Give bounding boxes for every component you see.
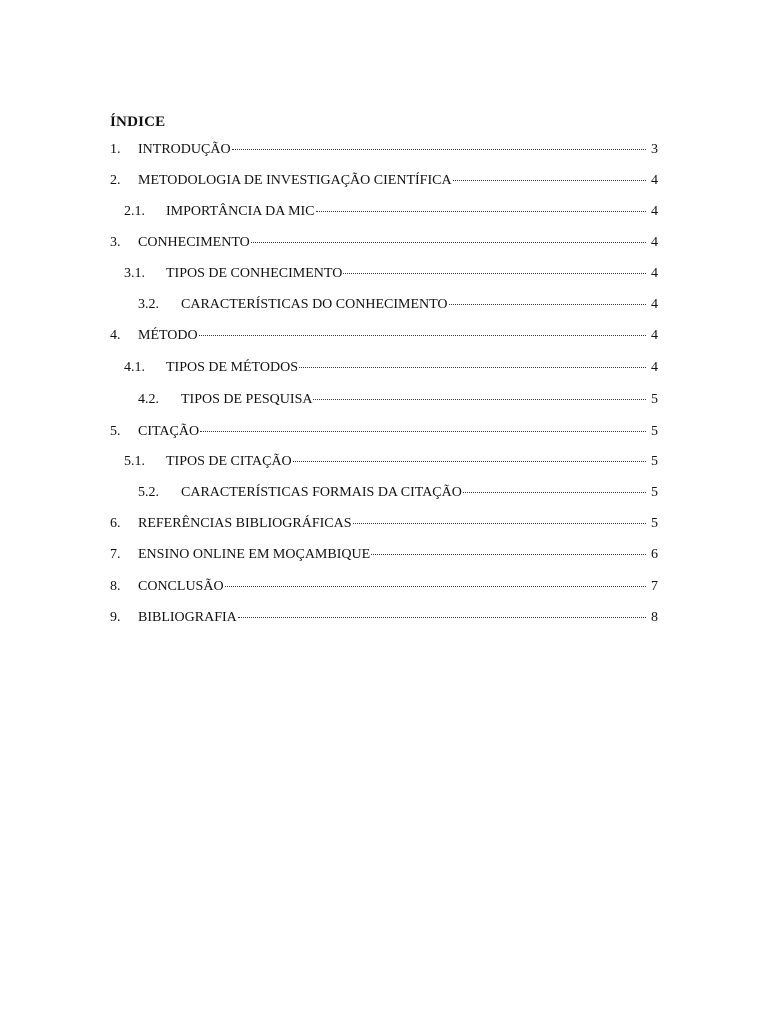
toc-entry-label: INTRODUÇÃO — [138, 142, 231, 157]
toc-entry-page: 5 — [651, 392, 658, 407]
toc-entry-label: TIPOS DE CITAÇÃO — [166, 454, 292, 469]
toc-entry-label: CARACTERÍSTICAS FORMAIS DA CITAÇÃO — [181, 485, 462, 500]
toc-entry — [124, 451, 658, 471]
toc-dot-leader — [293, 451, 646, 465]
toc-entry-label: TIPOS DE CONHECIMENTO — [166, 266, 343, 281]
toc-entry-page: 5 — [651, 424, 658, 439]
toc-entry-page: 5 — [651, 485, 658, 500]
toc-entry-number: 3. — [110, 235, 121, 250]
toc-entry-label: CONHECIMENTO — [138, 235, 250, 250]
toc-entry-label: BIBLIOGRAFIA — [138, 610, 237, 625]
toc-entry-number: 5.2. — [138, 485, 159, 500]
toc-entry-page: 4 — [651, 328, 658, 343]
toc-entry-page: 4 — [651, 360, 658, 375]
toc-dot-leader — [225, 576, 646, 590]
toc-entry-number: 5. — [110, 424, 121, 439]
toc-entry — [110, 421, 658, 441]
toc-entry-number: 2. — [110, 173, 121, 188]
toc-entry — [110, 325, 658, 345]
toc-dot-leader — [463, 482, 646, 496]
toc-entry-label: TIPOS DE MÉTODOS — [166, 360, 298, 375]
toc-dot-leader — [232, 139, 646, 153]
toc-entry-number: 3.1. — [124, 266, 145, 281]
toc-dot-leader — [199, 325, 646, 339]
toc-entry-page: 3 — [651, 142, 658, 157]
toc-dot-leader — [353, 513, 646, 527]
toc-entry-number: 4.2. — [138, 392, 159, 407]
toc-entry — [110, 139, 658, 159]
toc-entry-number: 4. — [110, 328, 121, 343]
toc-entry — [110, 607, 658, 627]
toc-entry — [138, 482, 658, 502]
toc-entry-page: 5 — [651, 454, 658, 469]
toc-entry-page: 4 — [651, 266, 658, 281]
toc-entry — [138, 294, 658, 314]
toc-entry-number: 6. — [110, 516, 121, 531]
toc-entry-label: MÉTODO — [138, 328, 198, 343]
toc-entry — [138, 389, 658, 409]
toc-dot-leader — [251, 232, 646, 246]
toc-dot-leader — [299, 357, 646, 371]
toc-dot-leader — [238, 607, 646, 621]
toc-entry-number: 9. — [110, 610, 121, 625]
toc-entry-number: 2.1. — [124, 204, 145, 219]
toc-entry — [110, 576, 658, 596]
toc-dot-leader — [453, 170, 646, 184]
toc-entry-page: 6 — [651, 547, 658, 562]
toc-entry-label: TIPOS DE PESQUISA — [181, 392, 313, 407]
toc-entry — [124, 263, 658, 283]
toc-dot-leader — [200, 421, 646, 435]
toc-entry-page: 4 — [651, 204, 658, 219]
toc-entry-page: 4 — [651, 297, 658, 312]
toc-entry-page: 7 — [651, 579, 658, 594]
toc-entry-page: 4 — [651, 235, 658, 250]
toc-dot-leader — [313, 389, 646, 403]
toc-entry-page: 4 — [651, 173, 658, 188]
toc-entry-page: 5 — [651, 516, 658, 531]
toc-entry-label: CITAÇÃO — [138, 424, 200, 439]
toc-entry — [110, 232, 658, 252]
toc-entry-label: IMPORTÂNCIA DA MIC — [166, 204, 315, 219]
toc-dot-leader — [449, 294, 646, 308]
toc-entry — [110, 170, 658, 190]
toc-entry-label: REFERÊNCIAS BIBLIOGRÁFICAS — [138, 516, 352, 531]
toc-entry-number: 4.1. — [124, 360, 145, 375]
toc-entry-number: 1. — [110, 142, 121, 157]
toc-dot-leader — [371, 544, 646, 558]
toc-entry-number: 7. — [110, 547, 121, 562]
toc-entry-label: CONCLUSÃO — [138, 579, 224, 594]
toc-entry-number: 3.2. — [138, 297, 159, 312]
toc-title: ÍNDICE — [110, 114, 166, 130]
toc-entry-label: ENSINO ONLINE EM MOÇAMBIQUE — [138, 547, 371, 562]
toc-dot-leader — [343, 263, 646, 277]
toc-entry-label: CARACTERÍSTICAS DO CONHECIMENTO — [181, 297, 448, 312]
toc-entry-number: 5.1. — [124, 454, 145, 469]
toc-entry — [110, 513, 658, 533]
toc-entry — [124, 201, 658, 221]
toc-entry-page: 8 — [651, 610, 658, 625]
toc-entry — [110, 544, 658, 564]
toc-entry-number: 8. — [110, 579, 121, 594]
toc-entry — [124, 357, 658, 377]
toc-entry-label: METODOLOGIA DE INVESTIGAÇÃO CIENTÍFICA — [138, 173, 452, 188]
toc-dot-leader — [316, 201, 646, 215]
